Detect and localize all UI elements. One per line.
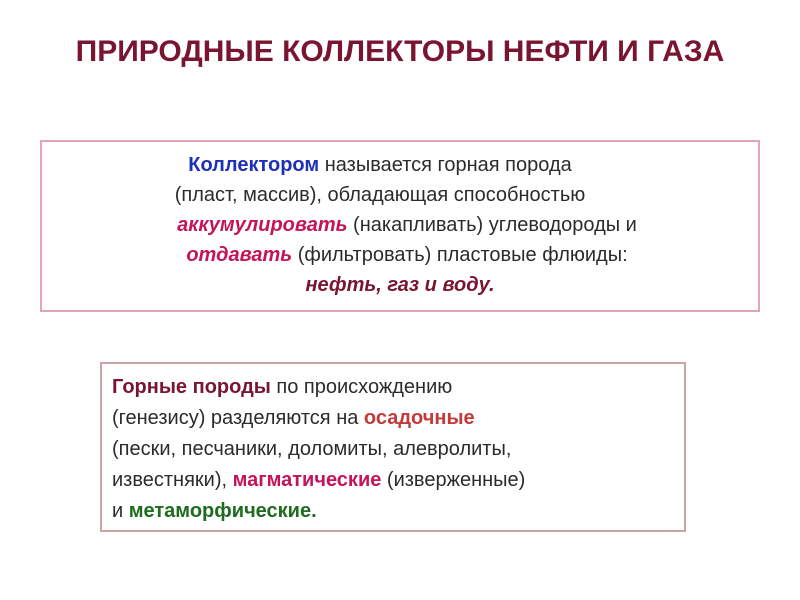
slide-title: ПРИРОДНЫЕ КОЛЛЕКТОРЫ НЕФТИ И ГАЗА	[75, 35, 725, 68]
definition-line-2-text: (пласт, массив), обладающая способностью	[174, 184, 586, 206]
keyword-sedimentary: осадочные	[363, 407, 475, 429]
classification-line-5-pre: и	[112, 500, 129, 522]
classification-line-4-rest: (изверженные)	[381, 469, 526, 491]
classification-line-4-pre: известняки),	[112, 469, 233, 491]
definition-line-1-rest: называется горная порода	[319, 154, 572, 176]
classification-box	[100, 362, 686, 532]
definition-line-3-rest: (накапливать) углеводороды и	[347, 214, 637, 236]
definition-line-4-rest: (фильтровать) пластовые флюиды:	[292, 244, 628, 266]
definition-line-3	[42, 210, 758, 240]
classification-line-1-rest: по происхождению	[270, 376, 453, 398]
classification-line-2-pre: (генезису) разделяются на	[112, 407, 364, 429]
keyword-release: отдавать	[186, 244, 293, 266]
keyword-accumulate: аккумулировать	[177, 214, 348, 236]
classification-line-1	[112, 372, 525, 403]
keyword-magmatic: магматические	[232, 469, 382, 491]
classification-line-3	[112, 434, 525, 465]
definition-line-2	[42, 180, 758, 210]
keyword-metamorphic: метаморфические.	[128, 500, 317, 522]
classification-line-5	[112, 496, 525, 527]
classification-text	[112, 372, 525, 527]
definition-line-1	[42, 150, 758, 180]
definition-line-5	[42, 270, 758, 300]
classification-line-3-text: (пески, песчаники, доломиты, алевролиты,	[112, 438, 512, 460]
definition-box	[40, 140, 760, 312]
keyword-fluids: нефть, газ и воду.	[305, 274, 495, 296]
term-rocks: Горные породы	[112, 376, 271, 398]
definition-line-4	[42, 240, 758, 270]
definition-text	[42, 150, 758, 300]
classification-line-2	[112, 403, 525, 434]
term-collector: Коллектором	[188, 154, 320, 176]
classification-line-4	[112, 465, 525, 496]
